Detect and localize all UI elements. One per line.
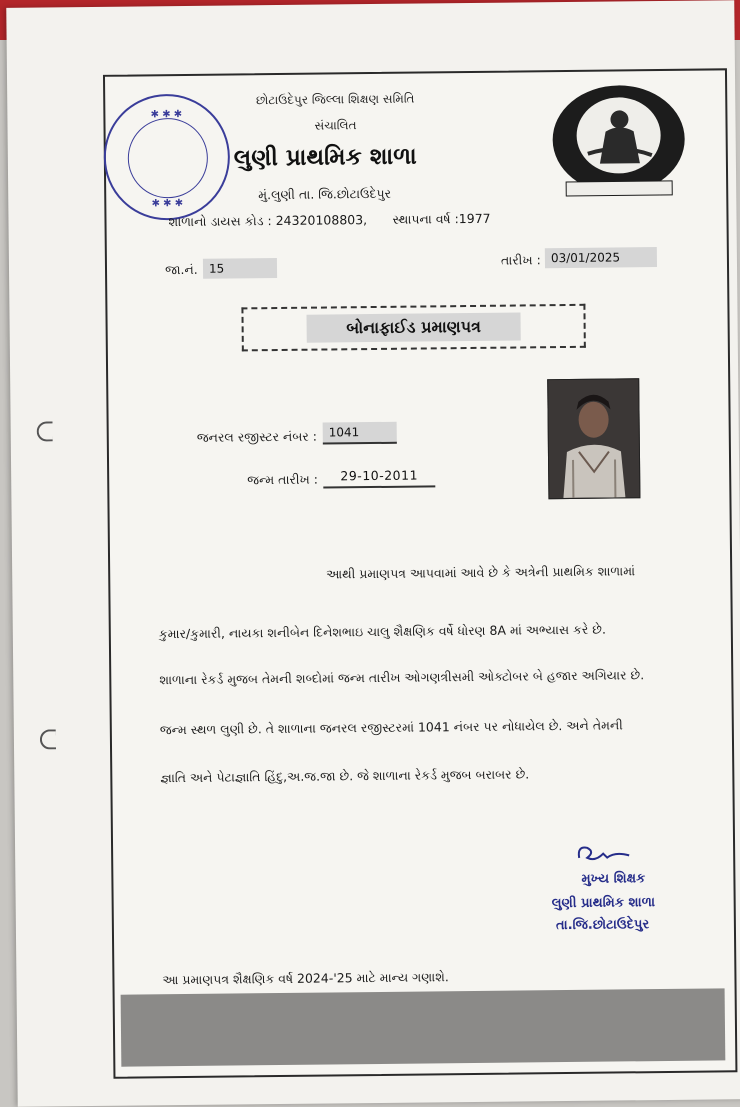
student-photo <box>547 378 640 499</box>
signatory-designation: મુખ્ય શિક્ષક <box>581 871 645 887</box>
dob-label: જન્મ તારીખ : <box>247 472 318 489</box>
signatory-taluka: તા.જિ.છોટાઉદેપુર <box>556 917 649 933</box>
bottom-shaded-band <box>121 988 726 1066</box>
ja-no-label: જા.નં. <box>165 262 198 278</box>
validity-note: આ પ્રમાણપત્ર શૈક્ષણિક વર્ષ 2024-'25 માટે માન્ય ગણાશે. <box>162 969 449 988</box>
ja-no-value: 15 <box>203 258 277 279</box>
established-year: સ્થાપના વર્ષ :1977 <box>392 211 490 228</box>
seal-inner-ring <box>127 118 208 199</box>
student-photo-image <box>548 379 639 498</box>
body-line-2: કુમાર/કુમારી, નાયકા શનીબેન દિનેશભાઇ ચાલુ શૈક્ષણિક વર્ષે ધોરણ 8A માં અભ્યાસ કરે છે. <box>159 622 606 643</box>
handwritten-signature <box>573 839 633 868</box>
body-line-4: જન્મ સ્થળ લુણી છે. તે શાળાના જનરલ રજીસ્ટરમાં 1041 નંબર પર નોધાયેલ છે. અને તેમની <box>160 717 623 738</box>
gr-number-label: જનરલ રજીસ્ટર નંબર : <box>197 429 317 446</box>
sanchalit-line: સંચાલિત <box>245 117 425 134</box>
certificate-sheet <box>6 0 740 1107</box>
certificate-title: બોનાફાઈડ પ્રમાણપત્ર <box>306 312 521 342</box>
punch-hole-icon <box>40 729 56 749</box>
svg-text:✱ ✱ ✱: ✱ ✱ ✱ <box>152 198 184 209</box>
dob-value: 29-10-2011 <box>323 465 435 488</box>
certificate-title-box <box>241 304 585 352</box>
school-name-heading: લુણી પ્રાથમિક શાળા <box>234 144 417 172</box>
school-seal-stamp <box>103 94 230 221</box>
signatory-school: લુણી પ્રાથમિક શાળા <box>552 895 656 911</box>
saraswati-logo-icon <box>547 83 690 206</box>
date-label: તારીખ : <box>501 252 541 268</box>
date-value: 03/01/2025 <box>545 247 657 268</box>
school-address: મું.લુણી તા. જિ.છોટાઉદેપુર <box>258 186 391 203</box>
gr-number-value: 1041 <box>323 422 397 445</box>
dise-code: શાળાનો ડાયસ કોડ : 24320108803, <box>168 212 367 230</box>
body-line-3: શાળાના રેકર્ડ મુજબ તેમની શબ્દોમાં જન્મ તારીખ ઓગણત્રીસમી ઓક્ટોબર બે હજાર અગિયાર છે. <box>159 667 644 688</box>
svg-text:✱ ✱ ✱: ✱ ✱ ✱ <box>151 109 183 120</box>
school-logo <box>547 83 690 206</box>
samiti-line: છોટાઉદેપુર જિલ્લા શિક્ષણ સમિતિ <box>245 91 425 108</box>
body-line-1: આથી પ્રમાણપત્ર આપવામાં આવે છે કે અત્રેની પ્રાથમિક શાળામાં <box>326 563 635 582</box>
punch-hole-icon <box>37 421 53 441</box>
body-line-5: જ્ઞાતિ અને પેટાજ્ઞાતિ હિંદુ,અ.જ.જા છે. જે શાળાના રેકર્ડ મુજબ બરાબર છે. <box>160 766 529 786</box>
